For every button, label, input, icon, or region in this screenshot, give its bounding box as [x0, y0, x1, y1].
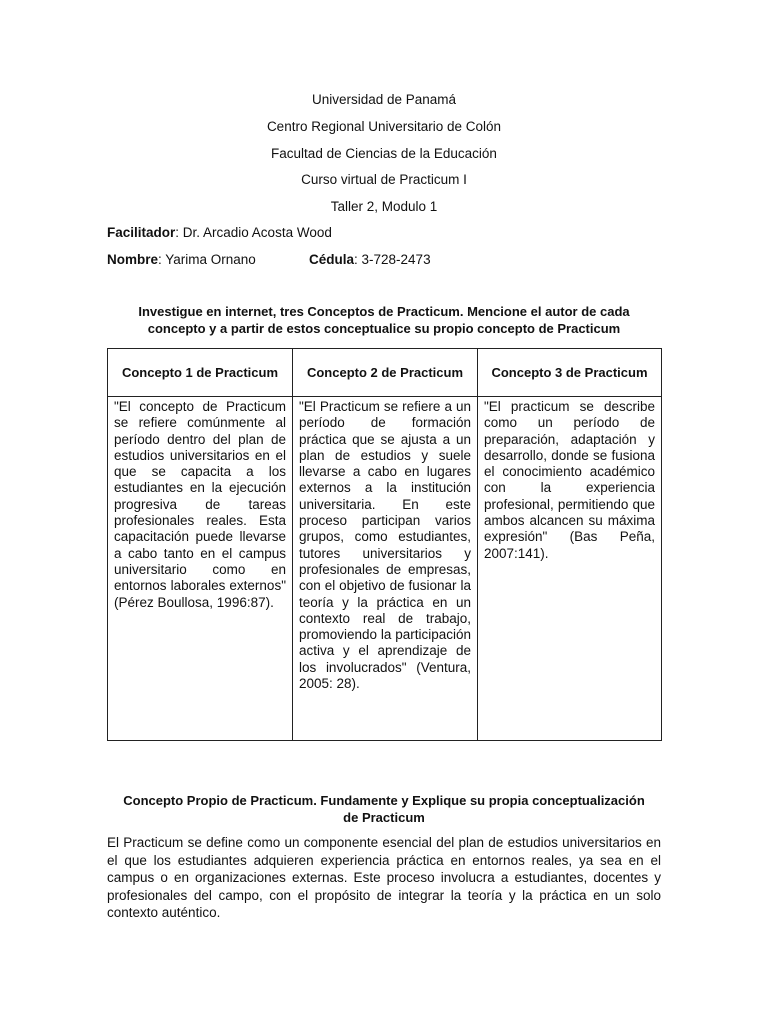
cedula-label: Cédula: [309, 252, 355, 267]
university-name: Universidad de Panamá: [311, 92, 457, 107]
header-concept-3: Concepto 3 de Practicum: [478, 349, 662, 397]
concept-3-text: "El practicum se describe como un período de preparación, adaptación y desarrollo, donde se fusiona el conocimiento académico con la experiencia profesional, permitiendo que ambos alcancen su máxima expresión" (Bas Peña, 2007:141).: [478, 397, 662, 741]
faculty-name: Facultad de Ciencias de la Educación: [271, 146, 497, 161]
name-label: Nombre: [107, 252, 159, 267]
facilitator-label: Facilitador: [107, 225, 176, 240]
own-concept-title-line-1: Concepto Propio de Practicum. Fundamente y Explique su propia conceptualización: [123, 793, 645, 808]
concept-2-text: "El Practicum se refiere a un período de formación práctica que se ajusta a un plan de estudios y suele llevarse a cabo en lugares externos a la institución universitaria. En este proceso participan varios grupos, como estudiantes, tutores universitarios y profesionales de empresas, con el objetivo de fusionar la teoría y la práctica en un contexto real de trabajo, promoviendo la participación activa y el aprendizaje de los involucrados" (Ventura, 2005: 28).: [293, 397, 478, 741]
cedula-field: [309, 251, 431, 269]
instruction-line-2: concepto y a partir de estos conceptualice su propio concepto de Practicum: [147, 321, 621, 336]
instruction-line-1: Investigue en internet, tres Conceptos de Practicum. Mencione el autor de cada: [138, 304, 630, 319]
header-concept-2: Concepto 2 de Practicum: [293, 349, 478, 397]
concept-1-text: "El concepto de Practicum se refiere comúnmente al período dentro del plan de estudios universitarios en el que se capacita a los estudiantes en la ejecución progresiva de tareas profesionales reales. Esta capacitación puede llevarse a cabo tanto en el campus universitario como en entornos laborales externos" (Pérez Boullosa, 1996:87).: [108, 397, 293, 741]
regional-center: Centro Regional Universitario de Colón: [266, 119, 502, 134]
workshop-title: Taller 2, Modulo 1: [330, 199, 438, 214]
course-name: Curso virtual de Practicum I: [301, 172, 467, 187]
facilitator-value: : Dr. Arcadio Acosta Wood: [175, 225, 332, 240]
concepts-table: [107, 348, 662, 741]
header-concept-1: Concepto 1 de Practicum: [108, 349, 293, 397]
own-concept-title-line-2: de Practicum: [343, 810, 425, 825]
cedula-value: : 3-728-2473: [354, 252, 431, 267]
facilitator-line: [107, 224, 332, 242]
table-row: [108, 397, 662, 741]
table-header-row: [108, 349, 662, 397]
name-line: [107, 251, 607, 269]
own-concept-paragraph: El Practicum se define como un componente esencial del plan de estudios universitarios en el que los estudiantes adquieren experiencia práctica en entornos reales, ya sea en el campus o en organizaciones externas. Este proceso involucra a estudiantes, docentes y profesionales del campo, con el propósito de integrar la teoría y la práctica en un solo contexto auténtico.: [107, 835, 661, 920]
instruction-text: [100, 303, 668, 337]
name-value: : Yarima Ornano: [158, 252, 256, 267]
own-concept-title: [100, 792, 668, 826]
